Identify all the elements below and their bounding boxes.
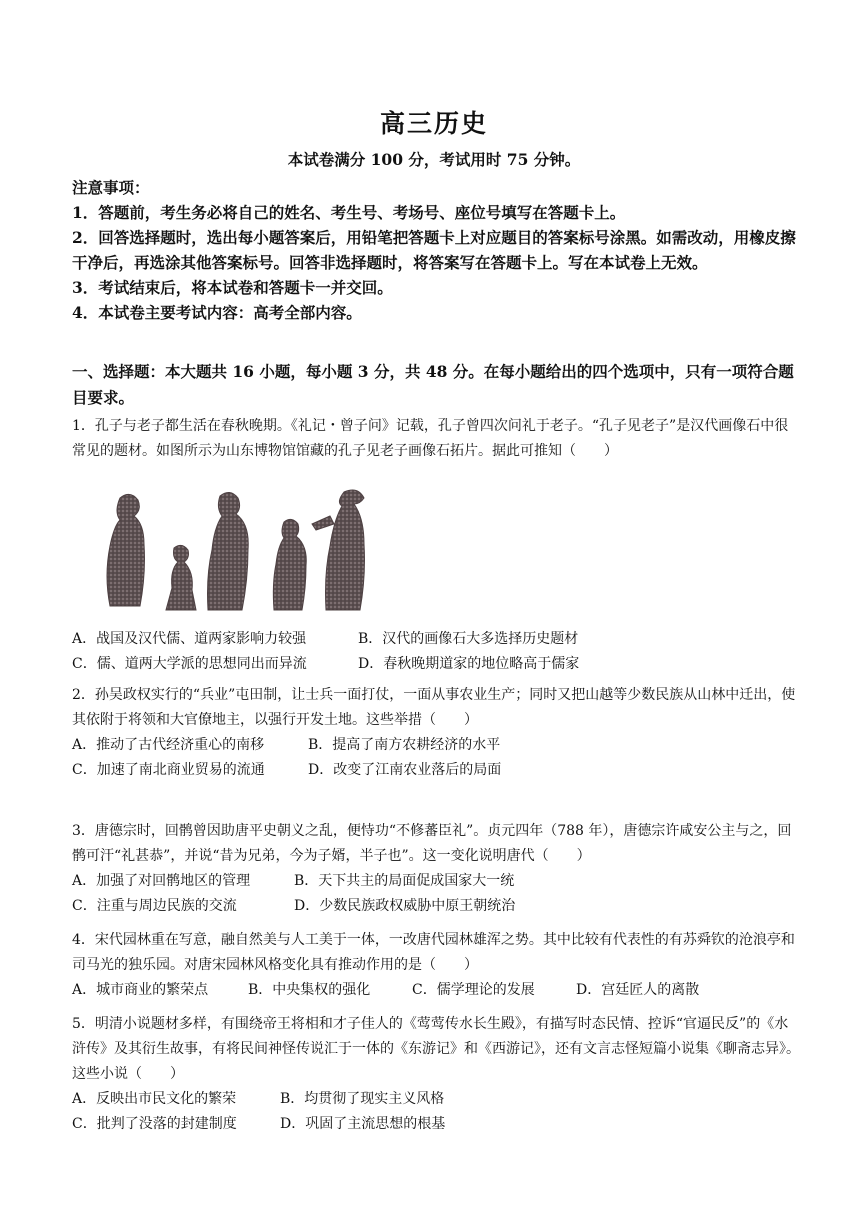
notes-item: 2．回答选择题时，选出每小题答案后，用铅笔把答题卡上对应题目的答案标号涂黑。如需改动，用橡皮擦干净后，再选涂其他答案标号。回答非选择题时，将答案写在答题卡上。写在本试卷上无效。 <box>72 228 796 272</box>
page-title: 高三历史 <box>379 109 488 138</box>
option-c[interactable]: C．加速了南北商业贸易的流通 <box>72 762 265 778</box>
option-b[interactable]: B．提高了南方农耕经济的水平 <box>308 737 501 753</box>
notes-block <box>72 175 802 325</box>
option-d[interactable]: D．宫廷匠人的离散 <box>576 982 700 998</box>
option-d[interactable]: D．春秋晚期道家的地位略高于儒家 <box>358 656 580 672</box>
option-a[interactable]: A．推动了古代经济重心的南移 <box>72 737 265 753</box>
question-stem: 5．明清小说题材多样，有围绕帝王将相和才子佳人的《莺莺传水长生殿》，有描写时态民情、控诉“官逼民反”的《水浒传》及其衍生故事，有将民间神怪传说汇于一体的《东游记》和《西游记》，还有文言志怪短篇小说集《聊斋志异》。这些小说（ ） <box>72 1016 800 1082</box>
option-c[interactable]: C．注重与周边民族的交流 <box>72 898 237 914</box>
question-5 <box>72 1012 802 1137</box>
option-d[interactable]: D．改变了江南农业落后的局面 <box>308 762 502 778</box>
question-stem: 3．唐德宗时，回鹘曾因助唐平史朝义之乱，便恃功“不修蕃臣礼”。贞元四年（788 年），唐德宗许咸安公主与之，回鹘可汗“礼甚恭”，并说“昔为兄弟，今为子婿，半子也”。这一变化说明唐代（ ） <box>72 823 792 864</box>
question-stem: 4．宋代园林重在写意，融自然美与人工美于一体，一改唐代园林雄浑之势。其中比较有代表性的有苏舜钦的沧浪亭和司马光的独乐园。对唐宋园林风格变化具有推动作用的是（ ） <box>72 932 795 973</box>
notes-item: 4．本试卷主要考试内容：高考全部内容。 <box>72 303 362 322</box>
option-c[interactable]: C．儒、道两大学派的思想同出而异流 <box>72 656 307 672</box>
option-b[interactable]: B．汉代的画像石大多选择历史题材 <box>358 631 579 647</box>
option-c[interactable]: C．儒学理论的发展 <box>412 982 535 998</box>
question-4 <box>72 928 802 1003</box>
notes-heading: 注意事项： <box>72 178 150 197</box>
section-heading: 一、选择题：本大题共 16 小题，每小题 3 分，共 48 分。在每小题给出的四个选项中，只有一项符合题目要求。 <box>72 362 794 407</box>
question-stem: 2．孙吴政权实行的“兵业”屯田制，让士兵一面打仗，一面从事农业生产；同时又把山越等少数民族从山林中迁出，使其依附于将领和大官僚地主，以强行开发土地。这些举措（ ） <box>72 687 796 728</box>
question-stem: 1．孔子与老子都生活在春秋晚期。《礼记・曾子问》记载，孔子曾四次问礼于老子。“孔子见老子”是汉代画像石中很常见的题材。如图所示为山东博物馆馆藏的孔子见老子画像石拓片。据此可推知（ ） <box>72 418 789 459</box>
option-a[interactable]: A．反映出市民文化的繁荣 <box>72 1091 237 1107</box>
option-d[interactable]: D．巩固了主流思想的根基 <box>280 1116 446 1132</box>
question-1 <box>72 414 802 464</box>
page-subtitle: 本试卷满分 100 分，考试用时 75 分钟。 <box>287 150 581 169</box>
question-2 <box>72 683 802 783</box>
notes-item: 3．考试结束后，将本试卷和答题卡一并交回。 <box>72 278 393 297</box>
option-b[interactable]: B．均贯彻了现实主义风格 <box>280 1091 445 1107</box>
option-b[interactable]: B．天下共主的局面促成国家大一统 <box>294 873 515 889</box>
option-a[interactable]: A．城市商业的繁荣点 <box>72 982 209 998</box>
option-a[interactable]: A．加强了对回鹘地区的管理 <box>72 873 251 889</box>
notes-item: 1．答题前，考生务必将自己的姓名、考生号、考场号、座位号填写在答题卡上。 <box>72 203 626 222</box>
stone-rubbing-image <box>82 478 394 618</box>
option-a[interactable]: A．战国及汉代儒、道两家影响力较强 <box>72 631 307 647</box>
question-3 <box>72 819 802 919</box>
option-d[interactable]: D．少数民族政权威胁中原王朝统治 <box>294 898 516 914</box>
option-c[interactable]: C．批判了没落的封建制度 <box>72 1116 237 1132</box>
question-1-options <box>72 627 802 677</box>
option-b[interactable]: B．中央集权的强化 <box>248 982 371 998</box>
